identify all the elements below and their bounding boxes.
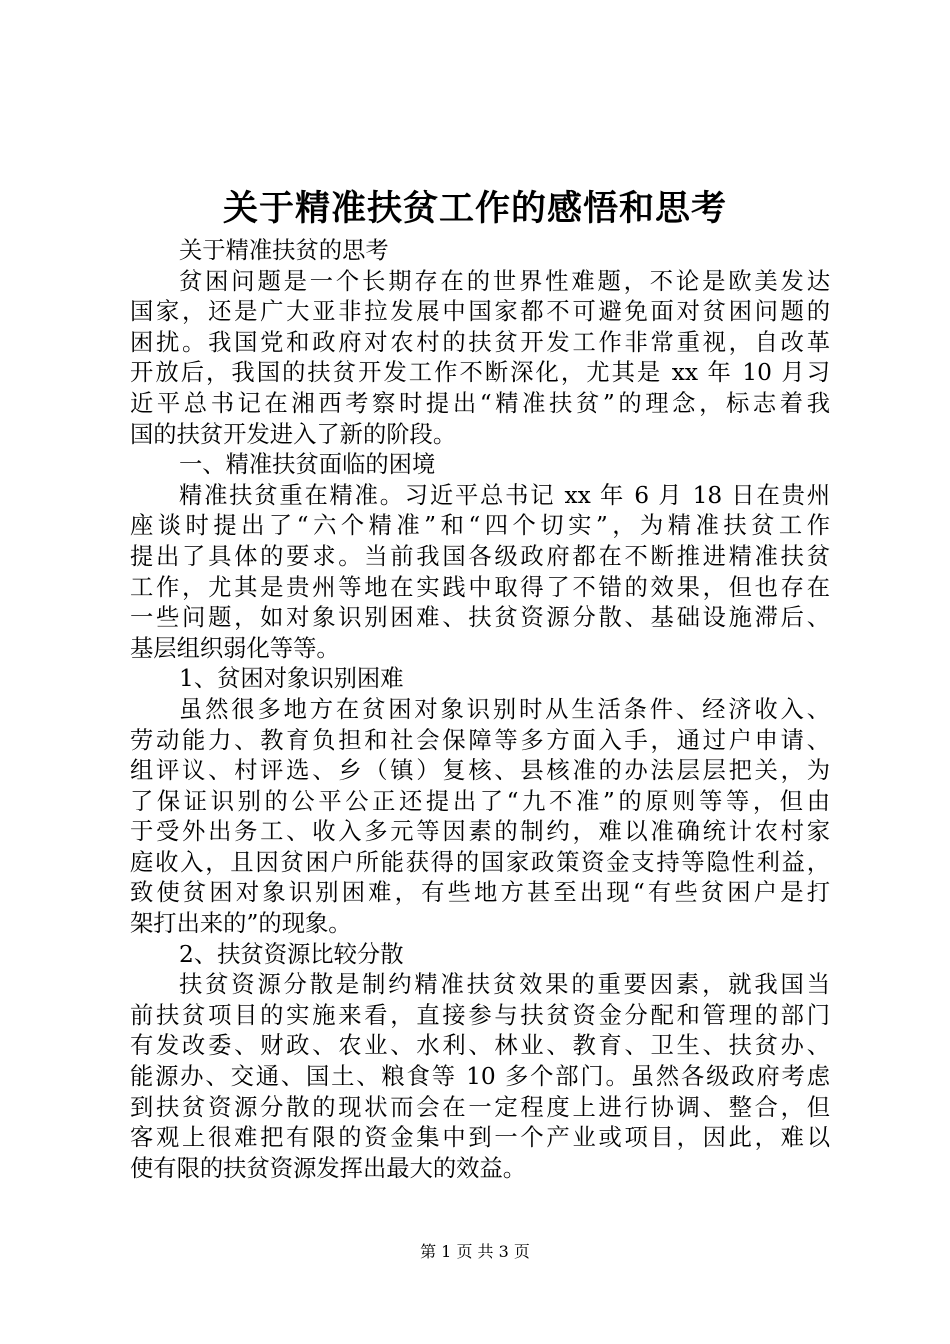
body-line: 工作，尤其是贵州等地在实践中取得了不错的效果，但也存在 — [130, 573, 830, 601]
document-body — [130, 236, 830, 1184]
body-line: 国的扶贫开发进入了新的阶段。 — [130, 420, 457, 448]
body-line: 国家，还是广大亚非拉发展中国家都不可避免面对贫困问题的 — [130, 298, 830, 326]
body-line: 2、扶贫资源比较分散 — [179, 940, 404, 968]
body-line: 使有限的扶贫资源发挥出最大的效益。 — [130, 1154, 527, 1182]
body-line: 客观上很难把有限的资金集中到一个产业或项目，因此，难以 — [130, 1124, 830, 1152]
body-line: 一些问题，如对象识别困难、扶贫资源分散、基础设施滞后、 — [130, 604, 830, 632]
body-line: 一、精准扶贫面临的困境 — [179, 451, 436, 479]
body-line: 致使贫困对象识别困难，有些地方甚至出现“有些贫困户是打 — [130, 879, 830, 907]
body-line: 座谈时提出了“六个精准”和“四个切实”，为精准扶贫工作 — [130, 512, 830, 540]
body-line: 有发改委、财政、农业、水利、林业、教育、卫生、扶贫办、 — [130, 1032, 830, 1060]
page-footer: 第 1 页 共 3 页 — [420, 1242, 530, 1261]
body-line: 了保证识别的公平公正还提出了“九不准”的原则等等，但由 — [130, 787, 830, 815]
body-line: 提出了具体的要求。当前我国各级政府都在不断推进精准扶贫 — [130, 542, 830, 570]
body-line: 到扶贫资源分散的现状而会在一定程度上进行协调、整合，但 — [130, 1093, 830, 1121]
body-line: 于受外出务工、收入多元等因素的制约，难以准确统计农村家 — [130, 818, 830, 846]
body-line: 1、贫困对象识别困难 — [179, 665, 404, 693]
body-line: 前扶贫项目的实施来看，直接参与扶贫资金分配和管理的部门 — [130, 1001, 830, 1029]
body-line: 贫困问题是一个长期存在的世界性难题，不论是欧美发达 — [179, 267, 830, 295]
body-line: 能源办、交通、国土、粮食等 10 多个部门。虽然各级政府考虑 — [130, 1063, 830, 1091]
body-line: 庭收入，且因贫困户所能获得的国家政策资金支持等隐性利益， — [130, 848, 830, 876]
body-line: 精准扶贫重在精准。习近平总书记 xx 年 6 月 18 日在贵州 — [179, 481, 830, 509]
body-line: 近平总书记在湘西考察时提出“精准扶贫”的理念，标志着我 — [130, 389, 830, 417]
body-line: 基层组织弱化等等。 — [130, 634, 340, 662]
body-line: 架打出来的”的现象。 — [130, 910, 352, 938]
body-line: 扶贫资源分散是制约精准扶贫效果的重要因素，就我国当 — [179, 971, 830, 999]
body-line: 关于精准扶贫的思考 — [179, 237, 389, 264]
body-line: 劳动能力、教育负担和社会保障等多方面入手，通过户申请、 — [130, 726, 830, 754]
body-line: 困扰。我国党和政府对农村的扶贫开发工作非常重视，自改革 — [130, 328, 830, 356]
body-line: 虽然很多地方在贫困对象识别时从生活条件、经济收入、 — [179, 695, 830, 723]
body-line: 开放后，我国的扶贫开发工作不断深化，尤其是 xx 年 10 月习 — [130, 359, 830, 387]
document-title: 关于精准扶贫工作的感悟和思考 — [222, 188, 727, 229]
body-line: 组评议、村评选、乡（镇）复核、县核准的办法层层把关，为 — [130, 757, 830, 785]
